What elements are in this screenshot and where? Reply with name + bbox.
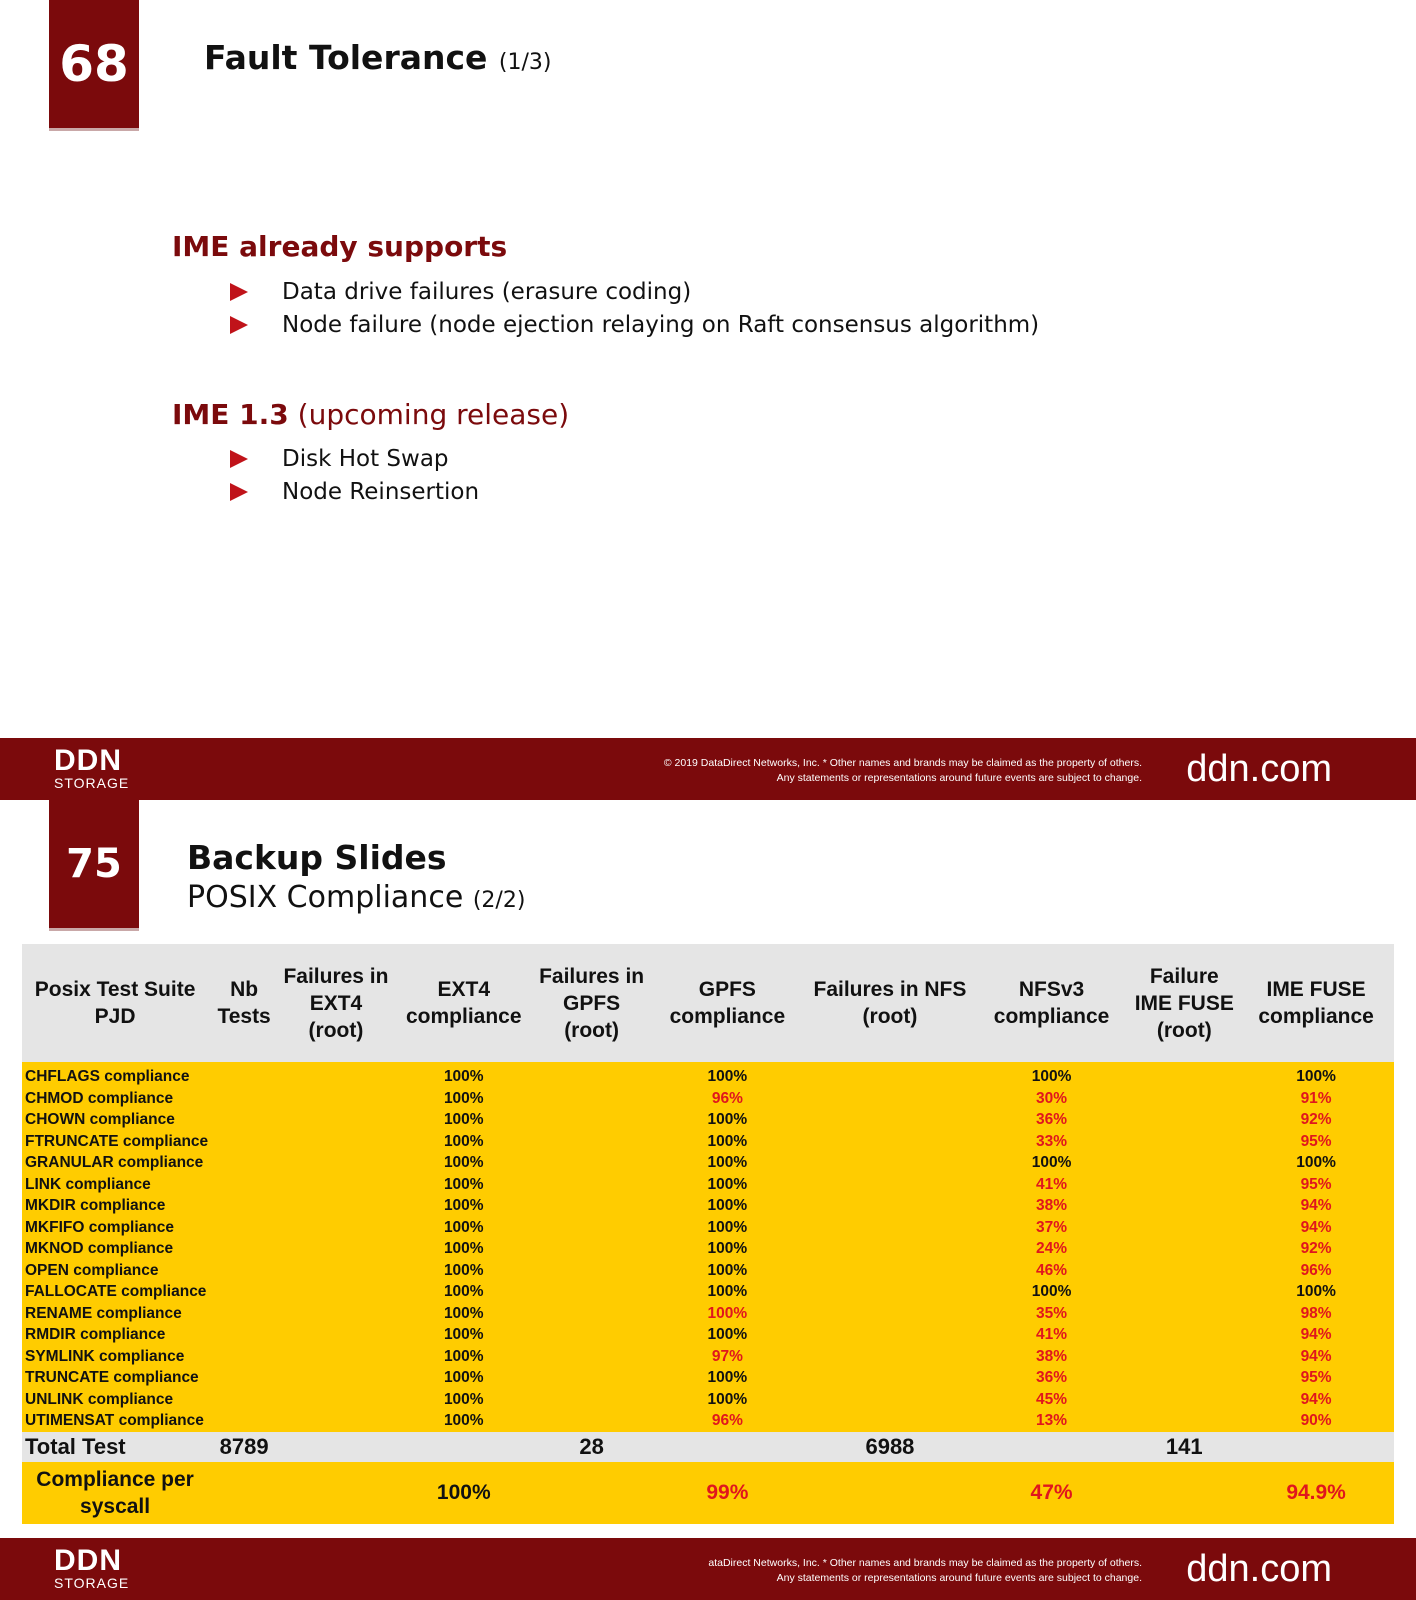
table-row xyxy=(22,1346,1394,1368)
ime-failures-cell xyxy=(1130,1260,1238,1282)
table-body xyxy=(22,1062,1394,1524)
column-header: EXT4 compliance xyxy=(392,944,536,1062)
test-name-cell: UNLINK compliance xyxy=(22,1389,208,1411)
bullet-arrow-icon xyxy=(230,483,248,501)
gpfs-compliance-cell: 100% xyxy=(648,1324,808,1346)
copyright-line: ataDirect Networks, Inc. * Other names and brands may be claimed as the property of others. xyxy=(708,1557,1142,1569)
title-text: Fault Tolerance xyxy=(204,38,488,77)
gpfs-failures-cell xyxy=(536,1195,648,1217)
column-header: Failures in GPFS (root) xyxy=(536,944,648,1062)
nb-tests-cell xyxy=(208,1131,280,1153)
table-row xyxy=(22,1217,1394,1239)
ime-failures-cell xyxy=(1130,1217,1238,1239)
ime-compliance-cell: 94% xyxy=(1238,1389,1394,1411)
logo-main: DDN xyxy=(54,1544,122,1577)
copyright-line: Any statements or representations around future events are subject to change. xyxy=(776,772,1142,784)
ime-failures-cell xyxy=(1130,1367,1238,1389)
ime-compliance-cell: 94% xyxy=(1238,1324,1394,1346)
empty-cell xyxy=(280,1462,392,1524)
heading-rest: (upcoming release) xyxy=(297,398,570,431)
nfs-compliance-cell: 41% xyxy=(973,1324,1131,1346)
nb-tests-cell xyxy=(208,1389,280,1411)
ime-compliance-cell: 94% xyxy=(1238,1346,1394,1368)
ext4-compliance-cell: 100% xyxy=(392,1410,536,1432)
ime-compliance-cell: 100% xyxy=(1238,1062,1394,1088)
nfs-failures-cell xyxy=(807,1217,972,1239)
ime-compliance-cell: 94% xyxy=(1238,1195,1394,1217)
table-row xyxy=(22,1062,1394,1088)
nfs-compliance-cell: 46% xyxy=(973,1260,1131,1282)
empty-cell xyxy=(1238,1432,1394,1462)
table-row xyxy=(22,1088,1394,1110)
ime-compliance-cell: 92% xyxy=(1238,1238,1394,1260)
slide-75 xyxy=(0,800,1416,1600)
test-name-cell: RMDIR compliance xyxy=(22,1324,208,1346)
list-item xyxy=(230,275,1039,308)
section-heading-upcoming xyxy=(172,398,569,431)
table-row xyxy=(22,1410,1394,1432)
nfs-failures-cell xyxy=(807,1174,972,1196)
nfs-failures-cell xyxy=(807,1324,972,1346)
gpfs-failures-cell xyxy=(536,1367,648,1389)
ime-failures-cell xyxy=(1130,1238,1238,1260)
gpfs-compliance-cell: 100% xyxy=(648,1131,808,1153)
logo-main: DDN xyxy=(54,744,122,777)
ime-failures-cell xyxy=(1130,1303,1238,1325)
ext4-failures-cell xyxy=(280,1281,392,1303)
empty-cell xyxy=(648,1432,808,1462)
list-item-text: Node Reinsertion xyxy=(282,478,480,505)
empty-cell xyxy=(807,1462,972,1524)
nfs-compliance-cell: 45% xyxy=(973,1389,1131,1411)
nfs-failures-cell xyxy=(807,1131,972,1153)
list-item-text: Disk Hot Swap xyxy=(282,445,449,472)
gpfs-compliance-cell: 100% xyxy=(648,1281,808,1303)
ext4-failures-cell xyxy=(280,1174,392,1196)
nfs-failures-cell xyxy=(807,1367,972,1389)
test-name-cell: CHMOD compliance xyxy=(22,1088,208,1110)
ime-failures-cell xyxy=(1130,1174,1238,1196)
test-name-cell: CHFLAGS compliance xyxy=(22,1062,208,1088)
ext4-failures-cell xyxy=(280,1217,392,1239)
nfs-compliance-cell: 36% xyxy=(973,1367,1131,1389)
ddn-logo xyxy=(54,746,129,790)
nfs-total-compliance-cell: 47% xyxy=(973,1462,1131,1524)
bullet-arrow-icon xyxy=(230,450,248,468)
empty-cell xyxy=(536,1462,648,1524)
ime-compliance-cell: 95% xyxy=(1238,1131,1394,1153)
ext4-failures-cell xyxy=(280,1367,392,1389)
column-header: Failures in EXT4 (root) xyxy=(280,944,392,1062)
gpfs-compliance-cell: 100% xyxy=(648,1238,808,1260)
column-header: Failures in NFS (root) xyxy=(807,944,972,1062)
nb-tests-cell xyxy=(208,1238,280,1260)
gpfs-failures-cell xyxy=(536,1303,648,1325)
bullet-arrow-icon xyxy=(230,316,248,334)
nfs-failures-cell xyxy=(807,1389,972,1411)
ext4-compliance-cell: 100% xyxy=(392,1217,536,1239)
ext4-failures-cell xyxy=(280,1109,392,1131)
gpfs-compliance-cell: 96% xyxy=(648,1410,808,1432)
nfs-failures-cell xyxy=(807,1195,972,1217)
ext4-failures-cell xyxy=(280,1131,392,1153)
ext4-compliance-cell: 100% xyxy=(392,1131,536,1153)
empty-cell xyxy=(1130,1462,1238,1524)
ext4-compliance-cell: 100% xyxy=(392,1238,536,1260)
ime-compliance-cell: 94% xyxy=(1238,1217,1394,1239)
nfs-compliance-cell: 100% xyxy=(973,1152,1131,1174)
table-row xyxy=(22,1367,1394,1389)
ext4-failures-cell xyxy=(280,1303,392,1325)
nb-tests-cell xyxy=(208,1062,280,1088)
table-row xyxy=(22,1324,1394,1346)
nb-tests-cell xyxy=(208,1217,280,1239)
test-name-cell: RENAME compliance xyxy=(22,1303,208,1325)
nfs-failures-cell xyxy=(807,1346,972,1368)
slide-footer xyxy=(0,738,1416,800)
nfs-compliance-cell: 100% xyxy=(973,1062,1131,1088)
nfs-failures-cell xyxy=(807,1410,972,1432)
ext4-compliance-cell: 100% xyxy=(392,1281,536,1303)
subtitle-text: POSIX Compliance xyxy=(187,880,464,915)
compliance-row xyxy=(22,1462,1394,1524)
gpfs-failures-cell xyxy=(536,1174,648,1196)
gpfs-failures-cell xyxy=(536,1281,648,1303)
ext4-failures-cell xyxy=(280,1346,392,1368)
table-row xyxy=(22,1174,1394,1196)
gpfs-failures-cell xyxy=(536,1109,648,1131)
test-name-cell: MKNOD compliance xyxy=(22,1238,208,1260)
nb-tests-cell xyxy=(208,1152,280,1174)
copyright-line: © 2019 DataDirect Networks, Inc. * Other names and brands may be claimed as the property of others. xyxy=(663,757,1142,769)
ext4-compliance-cell: 100% xyxy=(392,1062,536,1088)
gpfs-compliance-cell: 97% xyxy=(648,1346,808,1368)
nfs-compliance-cell: 100% xyxy=(973,1281,1131,1303)
gpfs-compliance-cell: 96% xyxy=(648,1088,808,1110)
ime-compliance-cell: 100% xyxy=(1238,1281,1394,1303)
gpfs-failures-cell xyxy=(536,1152,648,1174)
slide-title: Backup Slides xyxy=(187,838,447,877)
empty-cell xyxy=(208,1462,280,1524)
ime-failures-cell xyxy=(1130,1410,1238,1432)
nfs-failures-cell xyxy=(807,1260,972,1282)
ime-failures-cell xyxy=(1130,1062,1238,1088)
nfs-compliance-cell: 35% xyxy=(973,1303,1131,1325)
ext4-compliance-cell: 100% xyxy=(392,1303,536,1325)
ime-failures-cell xyxy=(1130,1131,1238,1153)
test-name-cell: UTIMENSAT compliance xyxy=(22,1410,208,1432)
total-nb-cell: 8789 xyxy=(208,1432,280,1462)
list-item xyxy=(230,475,479,508)
test-name-cell: TRUNCATE compliance xyxy=(22,1367,208,1389)
site-url: ddn.com xyxy=(1186,748,1332,790)
total-gpfs-failures-cell: 28 xyxy=(536,1432,648,1462)
table-row xyxy=(22,1131,1394,1153)
copyright xyxy=(708,1556,1142,1586)
nfs-compliance-cell: 24% xyxy=(973,1238,1131,1260)
ext4-failures-cell xyxy=(280,1062,392,1088)
gpfs-compliance-cell: 100% xyxy=(648,1367,808,1389)
gpfs-failures-cell xyxy=(536,1389,648,1411)
ext4-failures-cell xyxy=(280,1088,392,1110)
empty-cell xyxy=(280,1432,392,1462)
title-part: (1/3) xyxy=(498,50,552,75)
gpfs-failures-cell xyxy=(536,1324,648,1346)
slide-number: 75 xyxy=(49,800,139,928)
ime-failures-cell xyxy=(1130,1281,1238,1303)
ext4-compliance-cell: 100% xyxy=(392,1260,536,1282)
slide-number: 68 xyxy=(49,0,139,128)
nfs-failures-cell xyxy=(807,1238,972,1260)
nb-tests-cell xyxy=(208,1367,280,1389)
test-name-cell: GRANULAR compliance xyxy=(22,1152,208,1174)
nfs-compliance-cell: 41% xyxy=(973,1174,1131,1196)
slide-subtitle xyxy=(187,880,525,915)
ime-failures-cell xyxy=(1130,1109,1238,1131)
ddn-logo xyxy=(54,1546,129,1590)
heading-strong: IME 1.3 xyxy=(172,398,289,431)
gpfs-failures-cell xyxy=(536,1088,648,1110)
nfs-compliance-cell: 13% xyxy=(973,1410,1131,1432)
empty-cell xyxy=(973,1432,1131,1462)
nb-tests-cell xyxy=(208,1324,280,1346)
list-item xyxy=(230,442,479,475)
nb-tests-cell xyxy=(208,1303,280,1325)
ext4-compliance-cell: 100% xyxy=(392,1109,536,1131)
test-name-cell: CHOWN compliance xyxy=(22,1109,208,1131)
table-row xyxy=(22,1260,1394,1282)
total-label-cell: Total Test xyxy=(22,1432,208,1462)
nfs-failures-cell xyxy=(807,1152,972,1174)
test-name-cell: SYMLINK compliance xyxy=(22,1346,208,1368)
column-header: GPFS compliance xyxy=(648,944,808,1062)
ime-failures-cell xyxy=(1130,1346,1238,1368)
nb-tests-cell xyxy=(208,1410,280,1432)
ext4-compliance-cell: 100% xyxy=(392,1088,536,1110)
ime-failures-cell xyxy=(1130,1195,1238,1217)
total-ime-failures-cell: 141 xyxy=(1130,1432,1238,1462)
test-name-cell: LINK compliance xyxy=(22,1174,208,1196)
column-header: IME FUSE compliance xyxy=(1238,944,1394,1062)
test-name-cell: OPEN compliance xyxy=(22,1260,208,1282)
ime-compliance-cell: 90% xyxy=(1238,1410,1394,1432)
ext4-failures-cell xyxy=(280,1152,392,1174)
ime-total-compliance-cell: 94.9% xyxy=(1238,1462,1394,1524)
nfs-compliance-cell: 38% xyxy=(973,1346,1131,1368)
gpfs-compliance-cell: 100% xyxy=(648,1195,808,1217)
subtitle-part: (2/2) xyxy=(472,888,526,913)
ext4-compliance-cell: 100% xyxy=(392,1389,536,1411)
table-row xyxy=(22,1389,1394,1411)
gpfs-total-compliance-cell: 99% xyxy=(648,1462,808,1524)
test-name-cell: MKFIFO compliance xyxy=(22,1217,208,1239)
upcoming-list xyxy=(230,442,479,508)
ext4-failures-cell xyxy=(280,1195,392,1217)
ime-compliance-cell: 92% xyxy=(1238,1109,1394,1131)
gpfs-compliance-cell: 100% xyxy=(648,1062,808,1088)
section-heading-supports: IME already supports xyxy=(172,230,508,263)
posix-compliance-table xyxy=(22,944,1394,1524)
logo-sub: STORAGE xyxy=(54,1575,130,1591)
ext4-failures-cell xyxy=(280,1238,392,1260)
nfs-compliance-cell: 38% xyxy=(973,1195,1131,1217)
ime-failures-cell xyxy=(1130,1088,1238,1110)
column-header: Nb Tests xyxy=(208,944,280,1062)
table-row xyxy=(22,1109,1394,1131)
total-row xyxy=(22,1432,1394,1462)
table-row xyxy=(22,1281,1394,1303)
table-row xyxy=(22,1238,1394,1260)
gpfs-failures-cell xyxy=(536,1217,648,1239)
gpfs-compliance-cell: 100% xyxy=(648,1109,808,1131)
copyright xyxy=(664,756,1142,786)
ime-compliance-cell: 100% xyxy=(1238,1152,1394,1174)
nb-tests-cell xyxy=(208,1109,280,1131)
table-row xyxy=(22,1303,1394,1325)
gpfs-compliance-cell: 100% xyxy=(648,1174,808,1196)
ext4-compliance-cell: 100% xyxy=(392,1174,536,1196)
table-header-row xyxy=(22,944,1394,1062)
ime-failures-cell xyxy=(1130,1152,1238,1174)
ext4-failures-cell xyxy=(280,1410,392,1432)
logo-sub: STORAGE xyxy=(54,775,130,791)
nfs-failures-cell xyxy=(807,1062,972,1088)
column-header: Posix Test Suite PJD xyxy=(22,944,208,1062)
ime-compliance-cell: 96% xyxy=(1238,1260,1394,1282)
gpfs-failures-cell xyxy=(536,1062,648,1088)
gpfs-compliance-cell: 100% xyxy=(648,1260,808,1282)
column-header: Failure IME FUSE (root) xyxy=(1130,944,1238,1062)
gpfs-failures-cell xyxy=(536,1238,648,1260)
gpfs-failures-cell xyxy=(536,1260,648,1282)
ext4-total-compliance-cell: 100% xyxy=(392,1462,536,1524)
nb-tests-cell xyxy=(208,1260,280,1282)
nfs-failures-cell xyxy=(807,1281,972,1303)
ime-compliance-cell: 98% xyxy=(1238,1303,1394,1325)
ime-compliance-cell: 95% xyxy=(1238,1367,1394,1389)
column-header: NFSv3 compliance xyxy=(973,944,1131,1062)
gpfs-compliance-cell: 100% xyxy=(648,1152,808,1174)
nb-tests-cell xyxy=(208,1346,280,1368)
ext4-compliance-cell: 100% xyxy=(392,1346,536,1368)
supports-list xyxy=(230,275,1039,341)
test-name-cell: MKDIR compliance xyxy=(22,1195,208,1217)
gpfs-failures-cell xyxy=(536,1131,648,1153)
table-row xyxy=(22,1152,1394,1174)
empty-cell xyxy=(392,1432,536,1462)
nfs-compliance-cell: 37% xyxy=(973,1217,1131,1239)
nfs-failures-cell xyxy=(807,1303,972,1325)
ime-failures-cell xyxy=(1130,1324,1238,1346)
nfs-compliance-cell: 30% xyxy=(973,1088,1131,1110)
ime-compliance-cell: 91% xyxy=(1238,1088,1394,1110)
nfs-failures-cell xyxy=(807,1109,972,1131)
ext4-compliance-cell: 100% xyxy=(392,1324,536,1346)
test-name-cell: FALLOCATE compliance xyxy=(22,1281,208,1303)
bullet-arrow-icon xyxy=(230,283,248,301)
slide-footer xyxy=(0,1538,1416,1600)
table-row xyxy=(22,1195,1394,1217)
ime-compliance-cell: 95% xyxy=(1238,1174,1394,1196)
ext4-compliance-cell: 100% xyxy=(392,1152,536,1174)
copyright-line: Any statements or representations around future events are subject to change. xyxy=(776,1572,1142,1584)
compliance-label-cell: Compliance per syscall xyxy=(22,1462,208,1524)
nfs-failures-cell xyxy=(807,1088,972,1110)
list-item-text: Data drive failures (erasure coding) xyxy=(282,278,692,305)
gpfs-compliance-cell: 100% xyxy=(648,1217,808,1239)
nb-tests-cell xyxy=(208,1195,280,1217)
ext4-compliance-cell: 100% xyxy=(392,1195,536,1217)
gpfs-compliance-cell: 100% xyxy=(648,1303,808,1325)
ime-failures-cell xyxy=(1130,1389,1238,1411)
list-item-text: Node failure (node ejection relaying on Raft consensus algorithm) xyxy=(282,311,1040,338)
site-url: ddn.com xyxy=(1186,1548,1332,1590)
nfs-compliance-cell: 33% xyxy=(973,1131,1131,1153)
gpfs-failures-cell xyxy=(536,1410,648,1432)
nb-tests-cell xyxy=(208,1281,280,1303)
ext4-compliance-cell: 100% xyxy=(392,1367,536,1389)
ext4-failures-cell xyxy=(280,1324,392,1346)
gpfs-failures-cell xyxy=(536,1346,648,1368)
gpfs-compliance-cell: 100% xyxy=(648,1389,808,1411)
ext4-failures-cell xyxy=(280,1389,392,1411)
nb-tests-cell xyxy=(208,1088,280,1110)
nfs-compliance-cell: 36% xyxy=(973,1109,1131,1131)
slide-title xyxy=(204,38,552,77)
list-item xyxy=(230,308,1039,341)
nb-tests-cell xyxy=(208,1174,280,1196)
ext4-failures-cell xyxy=(280,1260,392,1282)
test-name-cell: FTRUNCATE compliance xyxy=(22,1131,208,1153)
total-nfs-failures-cell: 6988 xyxy=(807,1432,972,1462)
